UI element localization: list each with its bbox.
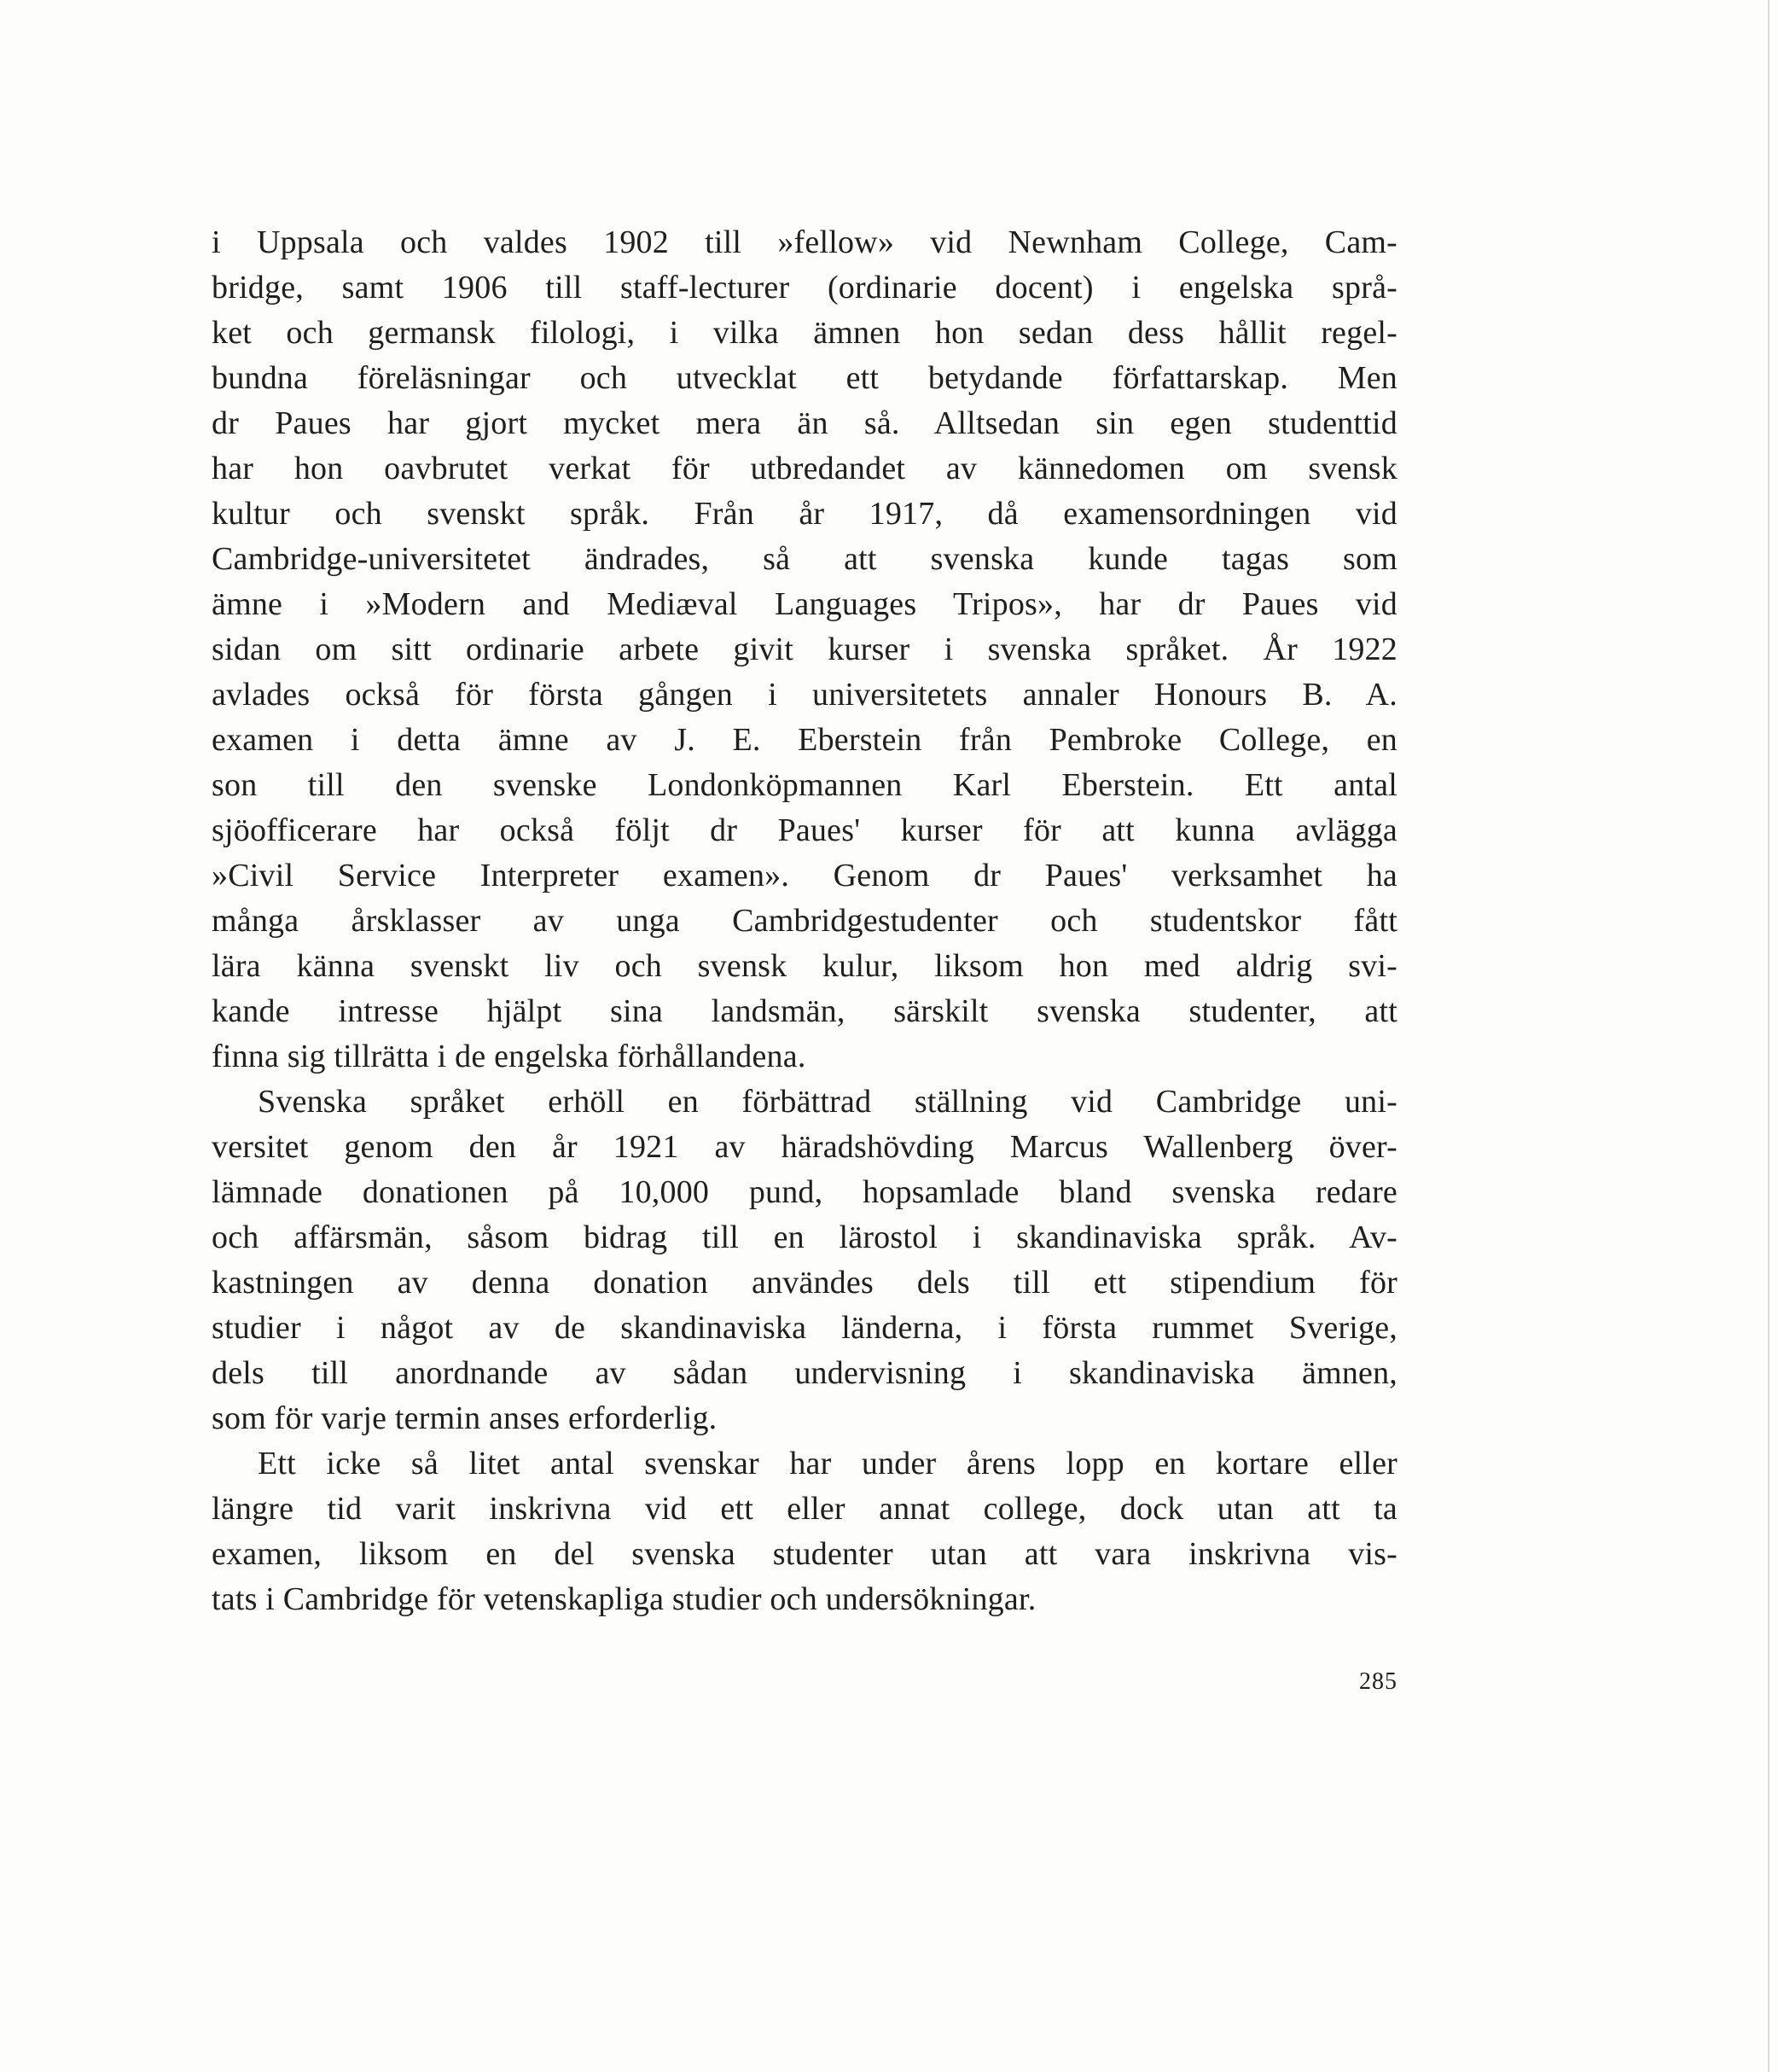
- text-line: »Civil Service Interpreter examen». Genom dr Paues' verksamhet ha: [212, 858, 1397, 893]
- text-line: avlades också för första gången i universitetets annaler Honours B. A.: [212, 677, 1397, 713]
- paragraph-3: [212, 1441, 1397, 1622]
- text-line: sjöofficerare har också följt dr Paues' kurser för att kunna avlägga: [212, 812, 1397, 848]
- text-line: i Uppsala och valdes 1902 till »fellow» vid Newnham College, Cam-: [212, 224, 1397, 260]
- text-line: versitet genom den år 1921 av häradshövding Marcus Wallenberg över-: [212, 1129, 1397, 1165]
- page-number: 285: [1359, 1668, 1397, 1695]
- text-line: många årsklasser av unga Cambridgestudenter och studentskor fått: [212, 903, 1397, 939]
- text-line: och affärsmän, såsom bidrag till en lärostol i skandinaviska språk. Av-: [212, 1219, 1397, 1255]
- text-line: som för varje termin anses erforderlig.: [212, 1400, 718, 1436]
- page-edge: [1768, 0, 1769, 2072]
- text-line: Ett icke så litet antal svenskar har under årens lopp en kortare eller: [258, 1446, 1397, 1481]
- text-line: Cambridge-universitetet ändrades, så att svenska kunde tagas som: [212, 541, 1397, 577]
- text-line: har hon oavbrutet verkat för utbredandet av kännedomen om svensk: [212, 451, 1397, 486]
- text-line: studier i något av de skandinaviska länderna, i första rummet Sverige,: [212, 1310, 1397, 1346]
- text-line: kastningen av denna donation användes dels till ett stipendium för: [212, 1265, 1397, 1301]
- text-line: dels till anordnande av sådan undervisning i skandinaviska ämnen,: [212, 1355, 1397, 1391]
- text-line: lämnade donationen på 10,000 pund, hopsamlade bland svenska redare: [212, 1174, 1397, 1210]
- text-line: längre tid varit inskrivna vid ett eller annat college, dock utan att ta: [212, 1491, 1397, 1527]
- text-line: kande intresse hjälpt sina landsmän, särskilt svenska studenter, att: [212, 993, 1397, 1029]
- text-line: bundna föreläsningar och utvecklat ett betydande författarskap. Men: [212, 360, 1397, 396]
- text-line: dr Paues har gjort mycket mera än så. Alltsedan sin egen studenttid: [212, 405, 1397, 441]
- text-line: kultur och svenskt språk. Från år 1917, då examensordningen vid: [212, 496, 1397, 532]
- paragraph-1: [212, 220, 1397, 1080]
- text-line: finna sig tillrätta i de engelska förhållandena.: [212, 1039, 806, 1074]
- text-line: son till den svenske Londonköpmannen Karl Eberstein. Ett antal: [212, 767, 1397, 803]
- text-line: lära känna svenskt liv och svensk kulur, liksom hon med aldrig svi-: [212, 948, 1397, 984]
- paragraph-2: [212, 1080, 1397, 1441]
- text-line: examen i detta ämne av J. E. Eberstein från Pembroke College, en: [212, 722, 1397, 758]
- text-line: sidan om sitt ordinarie arbete givit kurser i svenska språket. År 1922: [212, 631, 1397, 667]
- text-line: tats i Cambridge för vetenskapliga studier och undersökningar.: [212, 1581, 1037, 1617]
- body-text: [212, 220, 1397, 1622]
- text-line: examen, liksom en del svenska studenter utan att vara inskrivna vis-: [212, 1536, 1397, 1572]
- text-line: ämne i »Modern and Mediæval Languages Tripos», har dr Paues vid: [212, 586, 1397, 622]
- text-line: bridge, samt 1906 till staff-lecturer (ordinarie docent) i engelska språ-: [212, 270, 1397, 306]
- text-line: Svenska språket erhöll en förbättrad ställning vid Cambridge uni-: [258, 1084, 1397, 1120]
- text-line: ket och germansk filologi, i vilka ämnen hon sedan dess hållit regel-: [212, 315, 1397, 351]
